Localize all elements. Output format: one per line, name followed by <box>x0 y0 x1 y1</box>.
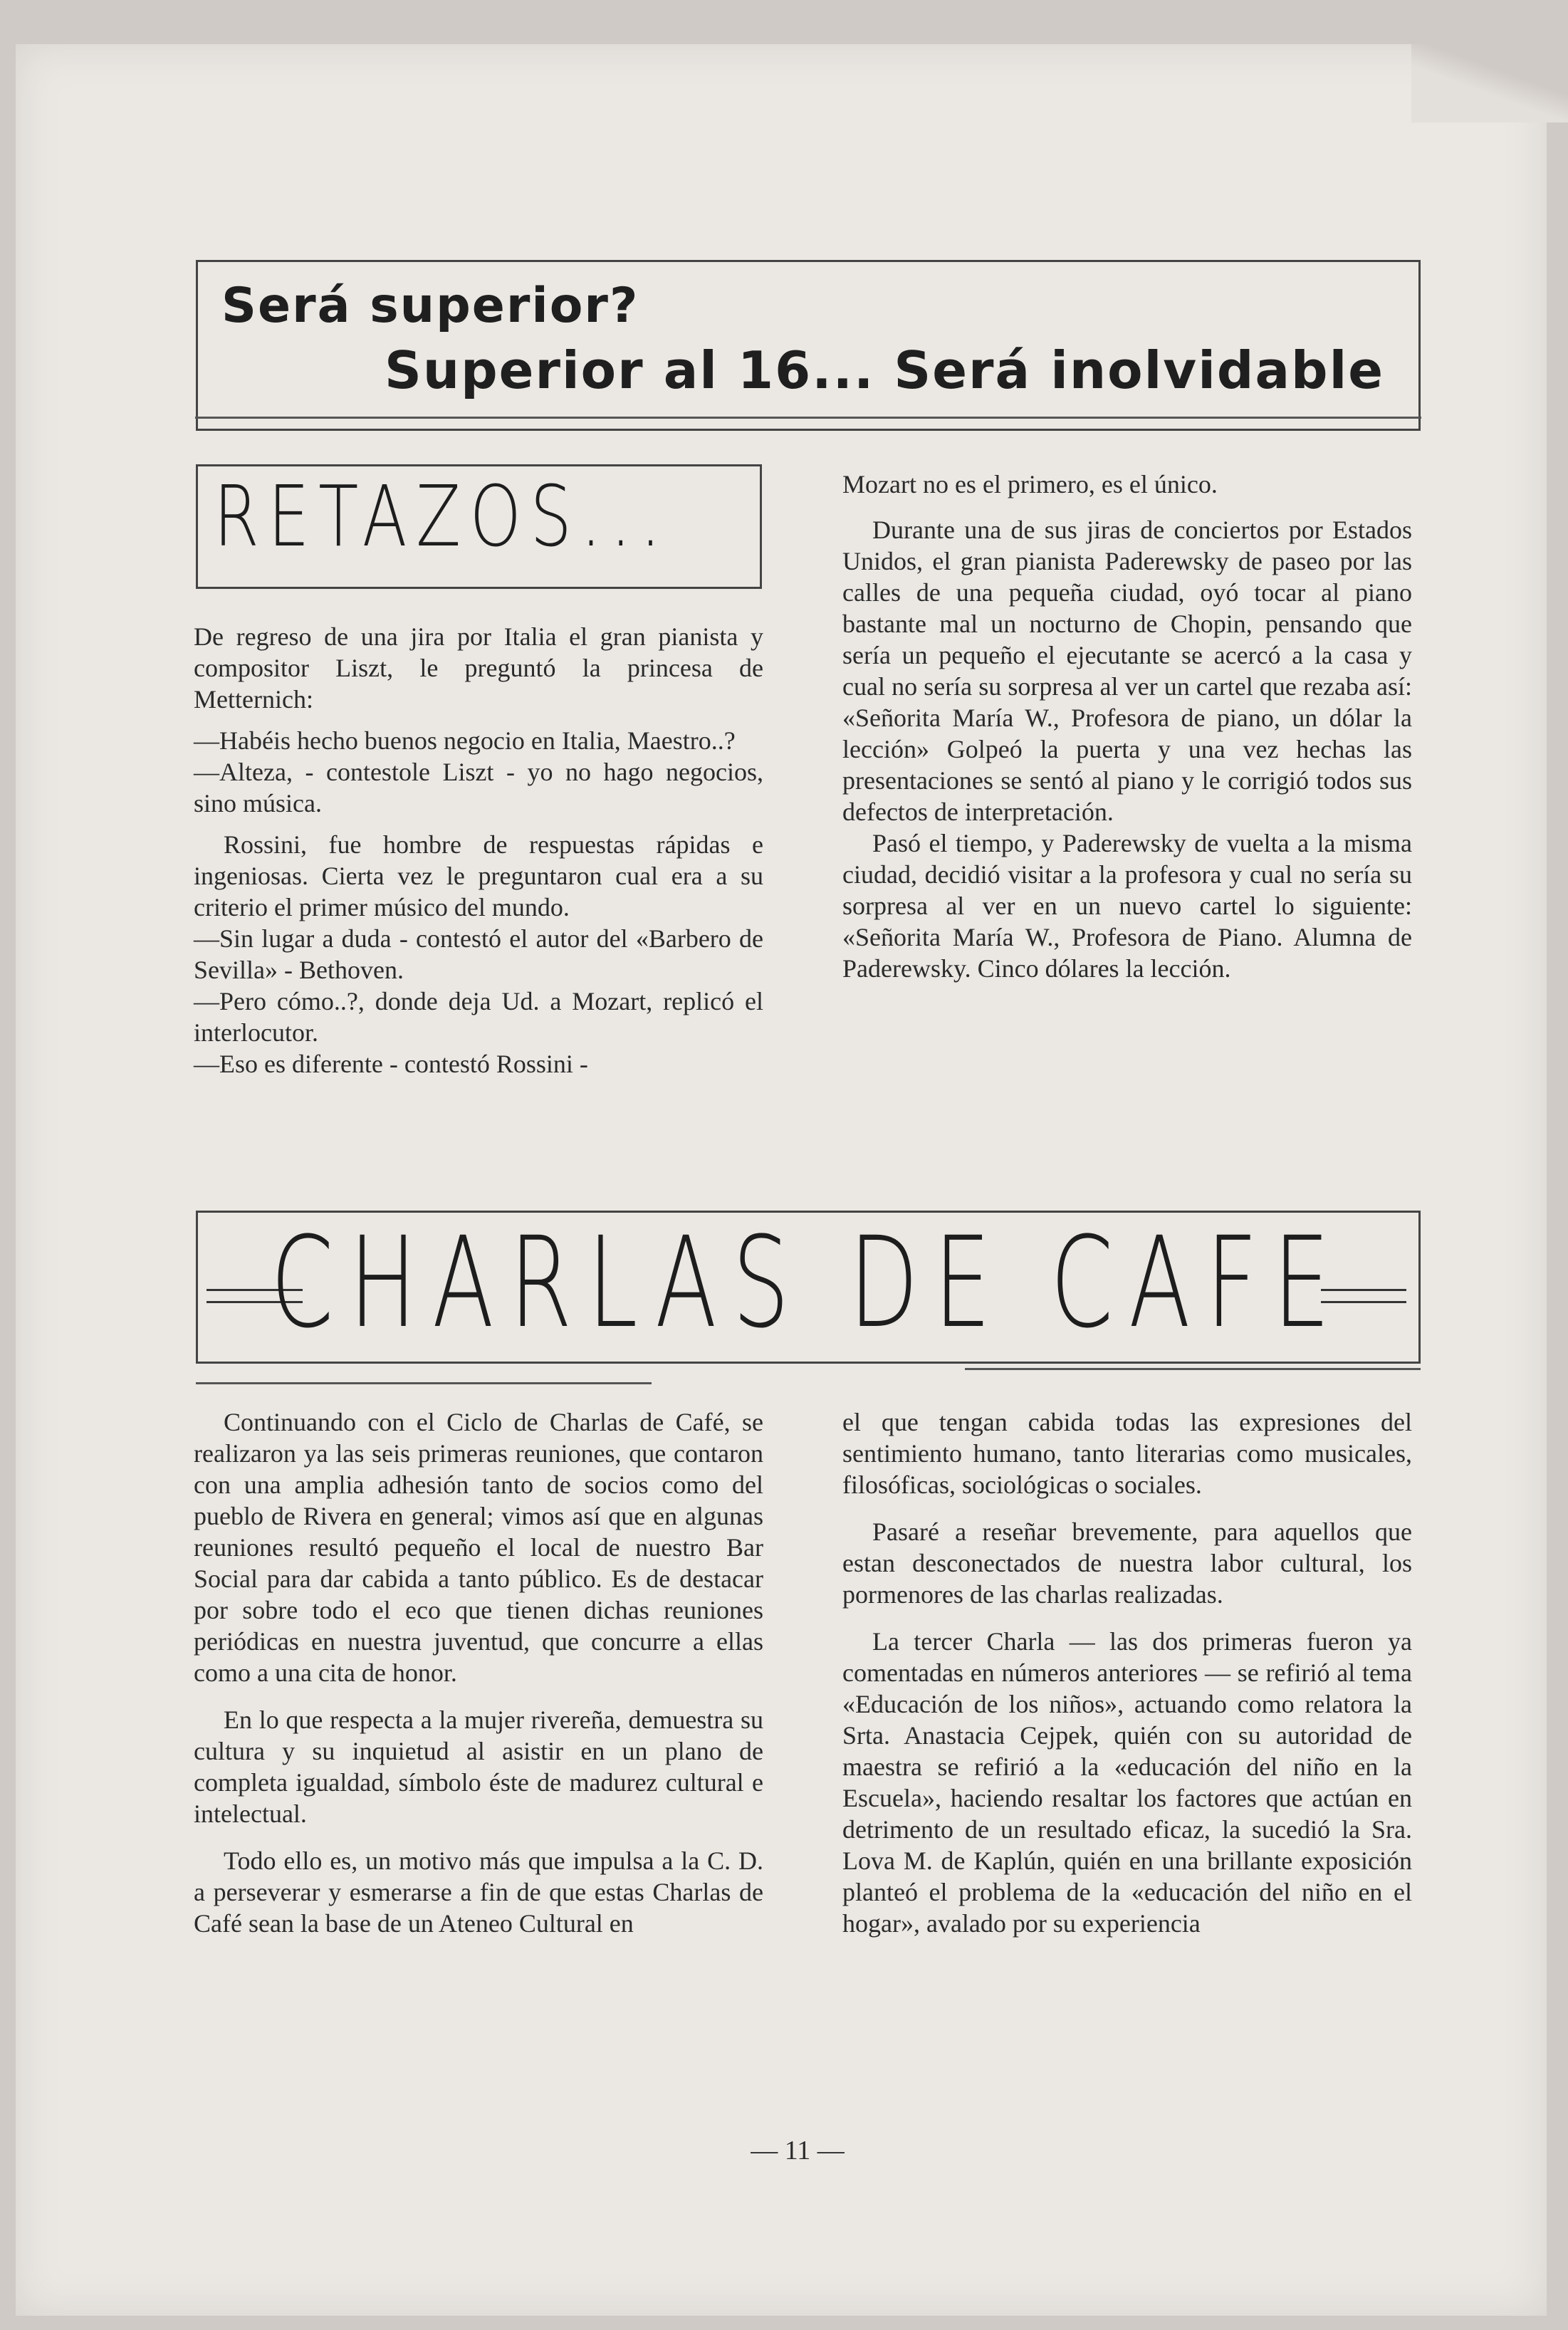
headline-line-1: Será superior? <box>221 278 639 334</box>
retazos-column-left <box>194 621 763 1090</box>
paragraph: —Pero cómo..?, donde deja Ud. a Mozart, replicó el interlocutor. <box>194 987 763 1047</box>
charlas-title: CHARLAS DE CAFE <box>271 1210 1346 1356</box>
page-fold-corner <box>1411 44 1568 122</box>
paragraph: De regreso de una jira por Italia el gran pianista y compositor Liszt, le preguntó la princesa de Metternich: <box>194 622 763 714</box>
headline-line-2: Superior al 16... Será inolvidable <box>385 340 1385 400</box>
charlas-column-left <box>194 1406 763 1949</box>
paragraph: —Sin lugar a duda - contestó el autor del «Barbero de Sevilla» - Bethoven. <box>194 924 763 984</box>
paragraph: Pasaré a reseñar brevemente, para aquellos que estan desconectados de nuestra labor cultural, los pormenores de las charlas realizadas. <box>842 1517 1412 1609</box>
paragraph: Mozart no es el primero, es el único. <box>842 470 1218 498</box>
paragraph: Continuando con el Ciclo de Charlas de Café, se realizaron ya las seis primeras reuniones, que contaron con una amplia adhesión tanto de socios como del pueblo de Rivera en general; vimos así que en algunas reuniones resultó pequeño el local de nuestro Bar Social para dar cabida a tanto público. Es de destacar por sobre todo el eco que tienen dichas reuniones periódicas en nuestra juventud, que concurre a ellas como a una cita de honor. <box>194 1408 763 1687</box>
headline-box <box>196 260 1421 431</box>
paragraph: el que tengan cabida todas las expresiones del sentimiento humano, tanto literarias como musicales, filosóficas, sociológicas o sociales. <box>842 1408 1412 1499</box>
paragraph: La tercer Charla — las dos primeras fueron ya comentadas en números anteriores — se refirió al tema «Educación de los niños», actuando como relatora la Srta. Anastacia Cejpek, quién con su autoridad de maestra se refirió a la «educación del niño en la Escuela», haciendo resaltar los factores que actúan en detrimento de un resultado eficaz, la sucedió la Sra. Lova M. de Kaplún, quién en una brillante exposición planteó el problema de la «educación del niño en el hogar», avalado por su experiencia <box>842 1627 1412 1938</box>
retazos-column-right <box>842 469 1412 994</box>
paragraph: —Eso es diferente - contestó Rossini - <box>194 1050 588 1078</box>
paragraph: Pasó el tiempo, y Paderewsky de vuelta a la misma ciudad, decidió visitar a la profesora y cual no sería su sorpresa al ver en un nuevo cartel lo siguiente: «Señorita María W., Profesora de Piano. Alumna de Paderewsky. Cinco dólares la lección. <box>842 829 1412 983</box>
paragraph: Durante una de sus jiras de conciertos por Estados Unidos, el gran pianista Paderewsky de paseo por las calles de una pequeña ciudad, oyó tocar al piano bastante mal un nocturno de Chopin, pensando que sería un pequeño el ejecutante se acercó a la casa y cual no sería su sorpresa al ver un cartel que rezaba así: «Señorita María W., Profesora de piano, un dólar la lección» Golpeó la puerta y una vez hechas las presentaciones se sentó al piano y le corrigió todos sus defectos de interpretación. <box>842 516 1412 826</box>
retazos-title: RETAZOS... <box>214 467 670 565</box>
page-number: — 11 — <box>751 2136 845 2166</box>
paragraph: —Habéis hecho buenos negocio en Italia, Maestro..? <box>194 726 736 755</box>
paragraph: Todo ello es, un motivo más que impulsa a la C. D. a perseverar y esmerarse a fin de que estas Charlas de Café sean la base de un Ateneo Cultural en <box>194 1846 763 1938</box>
paragraph: Rossini, fue hombre de respuestas rápidas e ingeniosas. Cierta vez le preguntaron cual era a su criterio el primer músico del mundo. <box>194 830 763 921</box>
charlas-column-right <box>842 1406 1412 1949</box>
paragraph: —Alteza, - contestole Liszt - yo no hago negocios, sino música. <box>194 758 763 817</box>
paragraph: En lo que respecta a la mujer rivereña, demuestra su cultura y su inquietud al asistir en un plano de completa igualdad, símbolo éste de madurez cultural e intelectual. <box>194 1705 763 1828</box>
